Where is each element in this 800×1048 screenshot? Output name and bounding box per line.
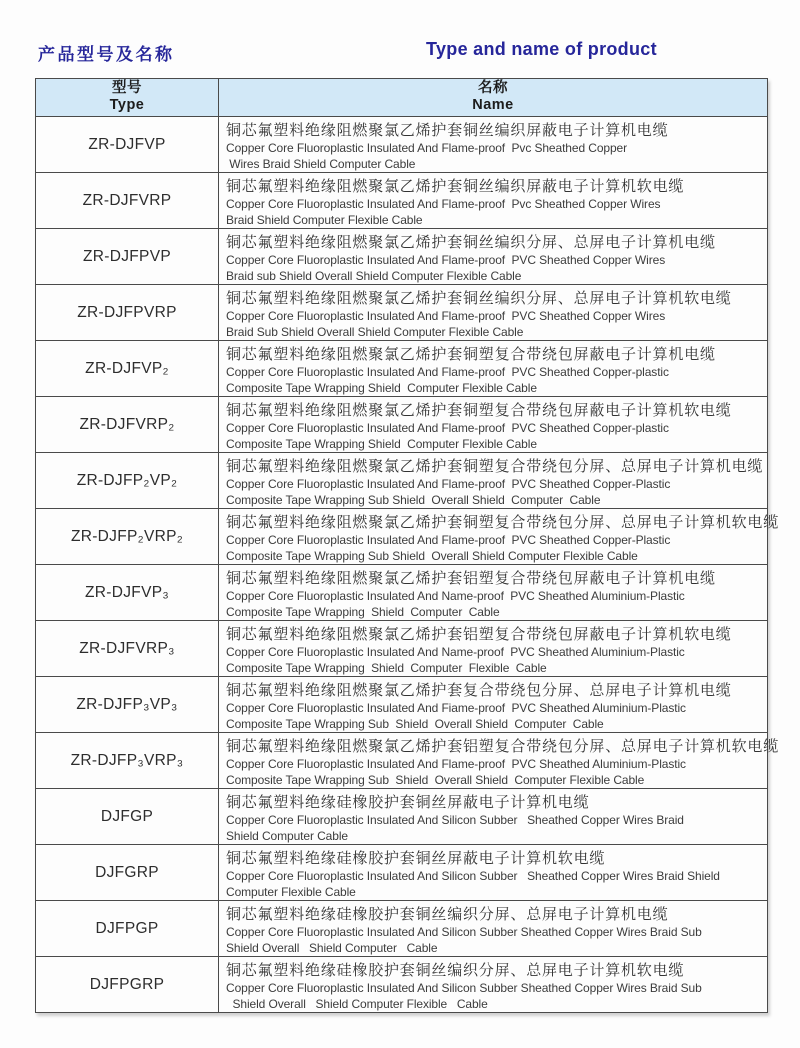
table-row <box>36 173 768 229</box>
name-cell <box>219 453 768 509</box>
type-cell: DJFGRP <box>36 845 219 901</box>
column-header-type-en: Type <box>109 97 145 113</box>
name-zh: 铜芯氟塑料绝缘硅橡胶护套铜丝编织分屏、总屏电子计算机电缆 <box>226 906 669 923</box>
name-cell <box>219 397 768 453</box>
product-table <box>35 78 780 1013</box>
type-cell: ZR-DJFPVRP <box>36 285 219 341</box>
name-en-line2: Composite Tape Wrapping Shield Computer Cable <box>226 604 500 619</box>
name-en-line1: Copper Core Fluoroplastic Insulated And Silicon Subber Sheathed Copper Wires Braid Sub <box>226 981 702 995</box>
name-cell <box>219 509 780 565</box>
type-cell: DJFPGRP <box>36 957 219 1013</box>
type-cell: ZR-DJFPVP <box>36 229 219 285</box>
name-en-line1: Copper Core Fluoroplastic Insulated And Flame-proof Pvc Sheathed Copper Wires <box>226 197 661 211</box>
name-zh: 铜芯氟塑料绝缘硅橡胶护套铜丝屏蔽电子计算机电缆 <box>226 794 590 811</box>
page-title-en: Type and name of product <box>426 39 657 59</box>
table-row <box>36 509 768 565</box>
column-header-name-en: Name <box>472 97 514 113</box>
column-header-type <box>36 79 219 117</box>
name-en-line1: Copper Core Fluoroplastic Insulated And Silicon Subber Sheathed Copper Wires Braid <box>226 813 684 827</box>
name-zh: 铜芯氟塑料绝缘阻燃聚氯乙烯护套复合带绕包分屏、总屏电子计算机电缆 <box>226 682 732 699</box>
table-row <box>36 453 768 509</box>
name-en-line2: Braid Shield Computer Flexible Cable <box>226 212 423 227</box>
name-cell <box>219 957 768 1013</box>
name-en-line2: Shield Overall Shield Computer Flexible Cable <box>226 996 488 1011</box>
name-en-line2: Computer Flexible Cable <box>226 884 356 899</box>
type-cell: ZR-DJFP₃VP₃ <box>36 677 219 733</box>
column-header-name <box>219 79 768 117</box>
type-cell: ZR-DJFP₃VRP₃ <box>36 733 219 789</box>
name-cell <box>219 845 768 901</box>
name-en-line2: Composite Tape Wrapping Shield Computer Flexible Cable <box>226 436 537 451</box>
name-en-line2: Braid sub Shield Overall Shield Computer Flexible Cable <box>226 268 522 283</box>
name-zh: 铜芯氟塑料绝缘阻燃聚氯乙烯护套铜塑复合带绕包分屏、总屏电子计算机电缆 <box>226 458 764 475</box>
name-en-line1: Copper Core Fluoroplastic Insulated And Name-proof PVC Sheathed Aluminium-Plastic <box>226 589 685 603</box>
name-en-line2: Composite Tape Wrapping Sub Shield Overall Shield Computer Cable <box>226 716 604 731</box>
type-cell: DJFPGP <box>36 901 219 957</box>
name-en-line1: Copper Core Fluoroplastic Insulated And Flame-proof PVC Sheathed Copper Wires <box>226 309 666 323</box>
table-row <box>36 677 768 733</box>
name-en-line2: Composite Tape Wrapping Sub Shield Overall Shield Computer Flexible Cable <box>226 772 645 787</box>
name-cell <box>219 285 768 341</box>
table-row <box>36 565 768 621</box>
type-cell: DJFGP <box>36 789 219 845</box>
name-en-line1: Copper Core Fluoroplastic Insulated And Name-proof PVC Sheathed Aluminium-Plastic <box>226 645 685 659</box>
name-en-line1: Copper Core Fluoroplastic Insulated And Flame-proof PVC Sheathed Copper-Plastic <box>226 477 671 491</box>
name-en-line2: Composite Tape Wrapping Shield Computer Flexible Cable <box>226 660 547 675</box>
name-en-line1: Copper Core Fluoroplastic Insulated And Flame-proof PVC Sheathed Copper Wires <box>226 253 666 267</box>
name-cell <box>219 173 768 229</box>
name-cell <box>219 789 768 845</box>
type-cell: ZR-DJFVP₂ <box>36 341 219 397</box>
name-cell <box>219 901 768 957</box>
name-en-line1: Copper Core Fluoroplastic Insulated And Flame-proof PVC Sheathed Copper-Plastic <box>226 533 671 547</box>
table-row <box>36 733 768 789</box>
name-en-line1: Copper Core Fluoroplastic Insulated And Flame-proof PVC Sheathed Copper-plastic <box>226 421 669 435</box>
name-en-line1: Copper Core Fluoroplastic Insulated And Fiame-proof PVC Sheathed Aluminium-Plastic <box>226 701 686 715</box>
column-header-name-zh: 名称 <box>478 80 508 96</box>
table-row <box>36 789 768 845</box>
table-row <box>36 957 768 1013</box>
table-row <box>36 341 768 397</box>
table-row <box>36 901 768 957</box>
name-zh: 铜芯氟塑料绝缘阻燃聚氯乙烯护套铝塑复合带绕包屏蔽电子计算机电缆 <box>226 570 716 587</box>
name-en-line2: Wires Braid Shield Computer Cable <box>226 156 416 171</box>
column-header-type-zh: 型号 <box>112 80 142 96</box>
name-cell <box>219 621 768 677</box>
name-zh: 铜芯氟塑料绝缘硅橡胶护套铜丝编织分屏、总屏电子计算机软电缆 <box>226 962 685 979</box>
product-table-body <box>36 117 780 1013</box>
table-row <box>36 845 768 901</box>
name-cell <box>219 341 768 397</box>
name-zh: 铜芯氟塑料绝缘阻燃聚氯乙烯护套铜丝编织屏蔽电子计算机软电缆 <box>226 178 685 195</box>
type-cell: ZR-DJFP₂VP₂ <box>36 453 219 509</box>
name-zh: 铜芯氟塑料绝缘阻燃聚氯乙烯护套铜塑复合带绕包分屏、总屏电子计算机软电缆 <box>226 514 780 531</box>
table-header-row <box>36 79 768 117</box>
name-en-line1: Copper Core Fluoroplastic Insulated And Silicon Subber Sheathed Copper Wires Braid Sub <box>226 925 702 939</box>
name-zh: 铜芯氟塑料绝缘阻燃聚氯乙烯护套铝塑复合带绕包分屏、总屏电子计算机软电缆 <box>226 738 780 755</box>
type-cell: ZR-DJFP₂VRP₂ <box>36 509 219 565</box>
table-row <box>36 285 768 341</box>
name-zh: 铜芯氟塑料绝缘阻燃聚氯乙烯护套铜丝编织屏蔽电子计算机电缆 <box>226 122 669 139</box>
table-row <box>36 397 768 453</box>
type-cell: ZR-DJFVRP₂ <box>36 397 219 453</box>
type-cell: ZR-DJFVRP <box>36 173 219 229</box>
name-cell <box>219 677 768 733</box>
name-en-line1: Copper Core Fluoroplastic Insulated And Flame-proof PVC Sheathed Copper-plastic <box>226 365 669 379</box>
type-cell: ZR-DJFVP₃ <box>36 565 219 621</box>
name-zh: 铜芯氟塑料绝缘硅橡胶护套铜丝屏蔽电子计算机软电缆 <box>226 850 606 867</box>
table-row <box>36 621 768 677</box>
name-cell <box>219 565 768 621</box>
name-en-line1: Copper Core Fluoroplastic Insulated And Flame-proof Pvc Sheathed Copper <box>226 141 628 155</box>
name-cell <box>219 733 780 789</box>
name-en-line2: Composite Tape Wrapping Sub Shield Overall Shield Computer Flexible Cable <box>226 548 638 563</box>
type-cell: ZR-DJFVRP₃ <box>36 621 219 677</box>
name-en-line2: Shield Computer Cable <box>226 828 348 843</box>
name-en-line2: Composite Tape Wrapping Sub Shield Overall Shield Computer Cable <box>226 492 601 507</box>
name-zh: 铜芯氟塑料绝缘阻燃聚氯乙烯护套铜塑复合带绕包屏蔽电子计算机电缆 <box>226 346 716 363</box>
name-cell <box>219 117 768 173</box>
name-zh: 铜芯氟塑料绝缘阻燃聚氯乙烯护套铜丝编织分屏、总屏电子计算机电缆 <box>226 234 716 251</box>
page-title-zh: 产品型号及名称 <box>38 45 175 64</box>
name-zh: 铜芯氟塑料绝缘阻燃聚氯乙烯护套铜丝编织分屏、总屏电子计算机软电缆 <box>226 290 732 307</box>
name-en-line2: Braid Sub Shield Overall Shield Computer Flexible Cable <box>226 324 524 339</box>
name-cell <box>219 229 768 285</box>
name-zh: 铜芯氟塑料绝缘阻燃聚氯乙烯护套铜塑复合带绕包屏蔽电子计算机软电缆 <box>226 402 732 419</box>
name-en-line1: Copper Core Fluoroplastic Insulated And Silicon Subber Sheathed Copper Wires Braid Shield <box>226 869 720 883</box>
table-row <box>36 229 768 285</box>
name-zh: 铜芯氟塑料绝缘阻燃聚氯乙烯护套铝塑复合带绕包屏蔽电子计算机软电缆 <box>226 626 732 643</box>
type-cell: ZR-DJFVP <box>36 117 219 173</box>
name-en-line2: Shield Overall Shield Computer Cable <box>226 940 438 955</box>
table-row <box>36 117 768 173</box>
name-en-line2: Composite Tape Wrapping Shield Computer Flexible Cable <box>226 380 537 395</box>
name-en-line1: Copper Core Fluoroplastic Insulated And Flame-proof PVC Sheathed Aluminium-Plastic <box>226 757 686 771</box>
